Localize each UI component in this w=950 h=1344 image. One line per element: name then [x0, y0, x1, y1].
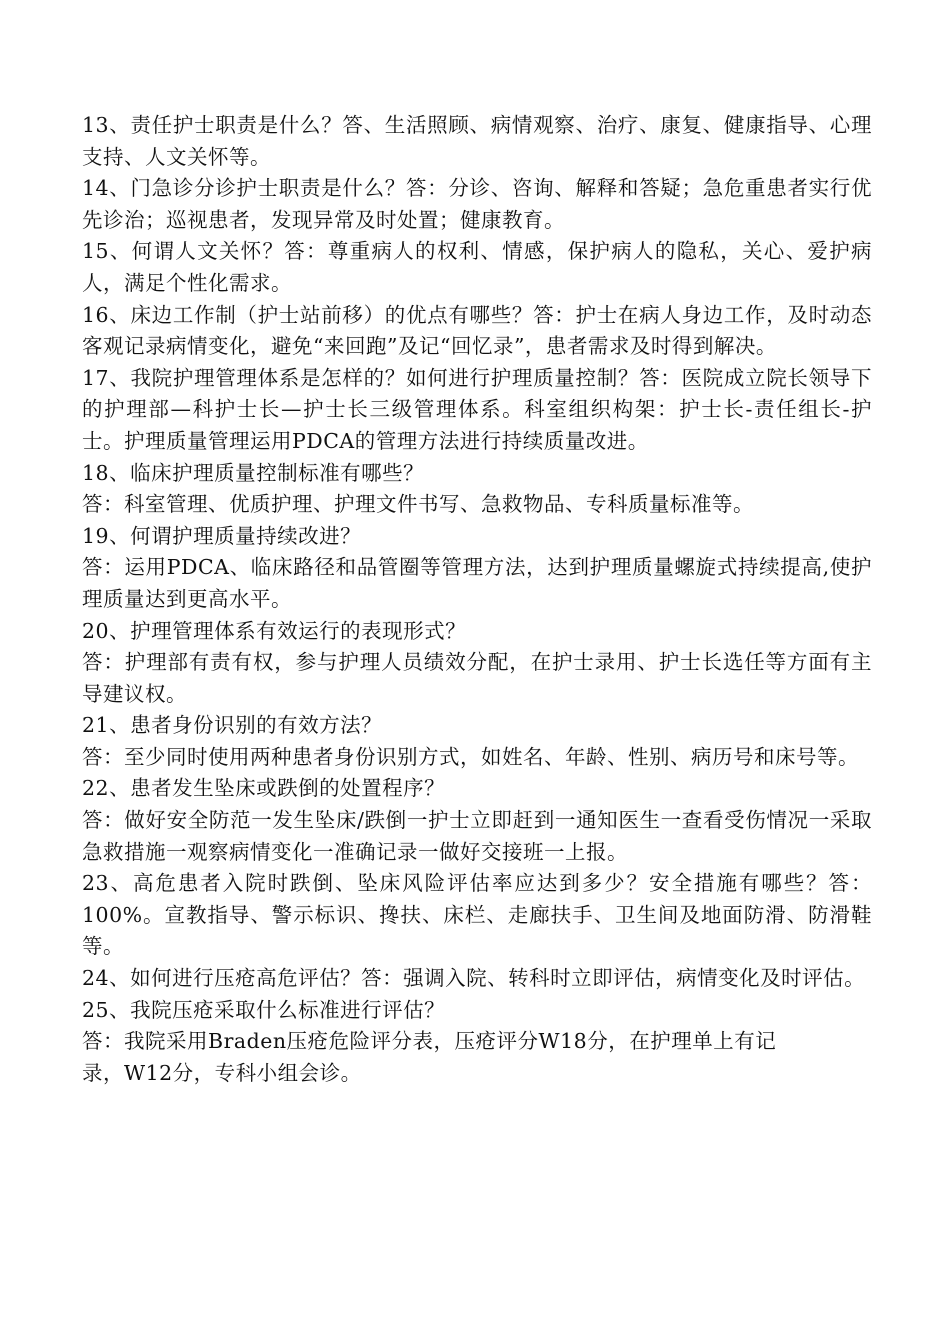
question-22: 22、患者发生坠床或跌倒的处置程序？: [82, 776, 446, 801]
question-21: 21、患者身份识别的有效方法？: [82, 713, 383, 738]
question-18: 18、临床护理质量控制标准有哪些？: [82, 460, 425, 485]
answer-22: 答：做好安全防范一发生坠床/跌倒一护士立即赶到一通知医生一查看受伤情况一采取急救措施一观察病情变化一准确记录一做好交接班一上报。: [82, 808, 872, 864]
question-20: 20、护理管理体系有效运行的表现形式？: [82, 618, 467, 643]
answer-21: 答：至少同时使用两种患者身份识别方式，如姓名、年龄、性别、病历号和床号等。: [82, 744, 859, 769]
question-25: 25、我院压疮采取什么标准进行评估？: [82, 997, 446, 1022]
question-17: 17、我院护理管理体系是怎样的？如何进行护理质量控制？答：医院成立院长领导下的护理部—科护士长—护士长三级管理体系。科室组织构架：护士长-责任组长-护士。护理质量管理运用PDCA的管理方法进行持续质量改进。: [82, 365, 872, 453]
answer-20: 答：护理部有责有权，参与护理人员绩效分配，在护士录用、护士长选任等方面有主导建议权。: [82, 650, 872, 706]
answer-25-line-2: 录，W12分，专科小组会诊。: [82, 1060, 362, 1085]
answer-25-line-1: 答：我院采用Braden压疮危险评分表，压疮评分W18分，在护理单上有记: [82, 1029, 777, 1054]
question-19: 19、何谓护理质量持续改进？: [82, 523, 362, 548]
answer-18: 答：科室管理、优质护理、护理文件书写、急救物品、专科质量标准等。: [82, 492, 754, 517]
document-body: [82, 110, 872, 1089]
question-23: 23、高危患者入院时跌倒、坠床风险评估率应达到多少？安全措施有哪些？答：100%。宣教指导、警示标识、搀扶、床栏、走廊扶手、卫生间及地面防滑、防滑鞋等。: [82, 871, 872, 959]
question-24: 24、如何进行压疮高危评估？答：强调入院、转科时立即评估，病情变化及时评估。: [82, 966, 866, 991]
question-15: 15、何谓人文关怀？答：尊重病人的权利、情感，保护病人的隐私，关心、爱护病人，满足个性化需求。: [82, 239, 872, 295]
question-13: 13、责任护士职责是什么？答、生活照顾、病情观察、治疗、康复、健康指导、心理支持、人文关怀等。: [82, 113, 872, 169]
answer-19: 答：运用PDCA、临床路径和品管圈等管理方法，达到护理质量螺旋式持续提高,使护理质量达到更高水平。: [82, 555, 872, 611]
question-14: 14、门急诊分诊护士职责是什么？答：分诊、咨询、解释和答疑；急危重患者实行优先诊治；巡视患者，发现异常及时处置；健康教育。: [82, 176, 872, 232]
question-16: 16、床边工作制（护士站前移）的优点有哪些？答：护士在病人身边工作，及时动态客观记录病情变化，避免“来回跑”及记“回忆录”，患者需求及时得到解决。: [82, 302, 872, 359]
